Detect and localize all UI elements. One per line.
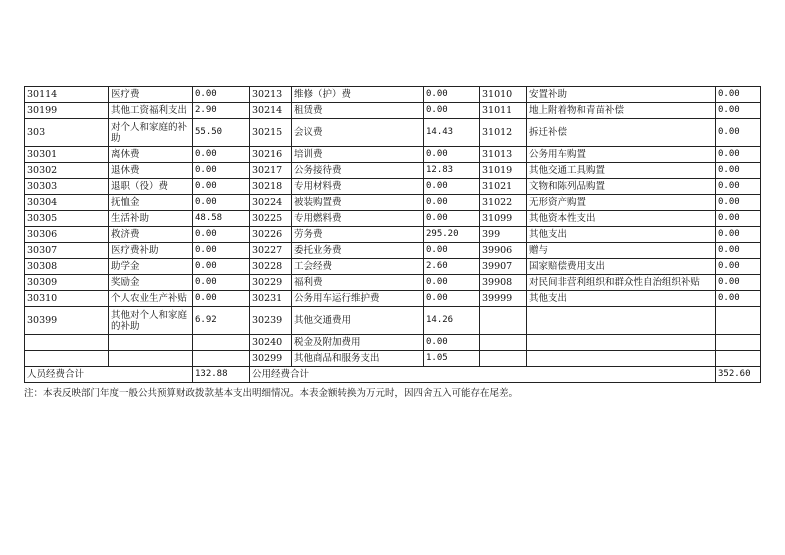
name-cell: 抚恤金 (109, 195, 193, 211)
amount-cell: 0.00 (424, 275, 480, 291)
table-row (25, 87, 761, 103)
amount-cell: 0.00 (424, 243, 480, 259)
name-cell: 委托业务费 (292, 243, 424, 259)
code-cell: 31019 (480, 163, 527, 179)
code-cell: 30215 (250, 119, 292, 147)
code-cell: 30399 (25, 307, 109, 335)
code-cell: 30308 (25, 259, 109, 275)
name-cell: 医疗费 (109, 87, 193, 103)
table-row (25, 259, 761, 275)
amount-cell: 0.00 (193, 147, 250, 163)
name-cell: 助学金 (109, 259, 193, 275)
code-cell (480, 307, 527, 335)
name-cell: 无形资产购置 (527, 195, 716, 211)
code-cell: 30114 (25, 87, 109, 103)
table-row (25, 275, 761, 291)
code-cell: 39999 (480, 291, 527, 307)
amount-cell: 0.00 (193, 87, 250, 103)
name-cell: 其他资本性支出 (527, 211, 716, 227)
amount-cell (716, 351, 761, 367)
name-cell: 劳务费 (292, 227, 424, 243)
amount-cell: 14.43 (424, 119, 480, 147)
code-cell: 30306 (25, 227, 109, 243)
table-row (25, 227, 761, 243)
code-cell: 30227 (250, 243, 292, 259)
name-cell: 培训费 (292, 147, 424, 163)
amount-cell: 0.00 (716, 227, 761, 243)
amount-cell: 0.00 (716, 243, 761, 259)
code-cell: 30231 (250, 291, 292, 307)
code-cell: 30218 (250, 179, 292, 195)
name-cell: 其他支出 (527, 227, 716, 243)
amount-cell: 0.00 (716, 291, 761, 307)
amount-cell: 0.00 (424, 211, 480, 227)
code-cell: 31099 (480, 211, 527, 227)
code-cell: 30225 (250, 211, 292, 227)
name-cell (527, 307, 716, 335)
amount-cell: 0.00 (193, 179, 250, 195)
amount-cell: 14.26 (424, 307, 480, 335)
amount-cell: 0.00 (716, 259, 761, 275)
name-cell: 安置补助 (527, 87, 716, 103)
table-row (25, 335, 761, 351)
amount-cell: 0.00 (716, 275, 761, 291)
table-row (25, 211, 761, 227)
code-cell: 31011 (480, 103, 527, 119)
code-cell: 30217 (250, 163, 292, 179)
code-cell: 39908 (480, 275, 527, 291)
amount-cell: 0.00 (193, 227, 250, 243)
amount-cell: 0.00 (193, 243, 250, 259)
name-cell (527, 335, 716, 351)
name-cell: 个人农业生产补贴 (109, 291, 193, 307)
code-cell: 30229 (250, 275, 292, 291)
amount-cell (193, 335, 250, 351)
name-cell: 其他交通工具购置 (527, 163, 716, 179)
code-cell: 399 (480, 227, 527, 243)
name-cell: 其他商品和服务支出 (292, 351, 424, 367)
amount-cell: 0.00 (716, 87, 761, 103)
name-cell: 对个人和家庭的补助 (109, 119, 193, 147)
code-cell: 30299 (250, 351, 292, 367)
name-cell: 工会经费 (292, 259, 424, 275)
name-cell: 退休费 (109, 163, 193, 179)
name-cell: 会议费 (292, 119, 424, 147)
code-cell: 30305 (25, 211, 109, 227)
amount-cell: 2.60 (424, 259, 480, 275)
amount-cell: 0.00 (716, 147, 761, 163)
name-cell: 维修（护）费 (292, 87, 424, 103)
amount-cell (193, 351, 250, 367)
name-cell: 退职（役）费 (109, 179, 193, 195)
amount-cell: 0.00 (424, 147, 480, 163)
table-row (25, 307, 761, 335)
amount-cell: 0.00 (716, 163, 761, 179)
name-cell: 公务接待费 (292, 163, 424, 179)
name-cell: 其他支出 (527, 291, 716, 307)
name-cell: 医疗费补助 (109, 243, 193, 259)
name-cell: 公务用车运行维护费 (292, 291, 424, 307)
name-cell: 专用材料费 (292, 179, 424, 195)
name-cell: 拆迁补偿 (527, 119, 716, 147)
table-row (25, 195, 761, 211)
name-cell: 被装购置费 (292, 195, 424, 211)
code-cell: 31013 (480, 147, 527, 163)
amount-cell: 0.00 (193, 259, 250, 275)
code-cell: 30302 (25, 163, 109, 179)
amount-cell: 0.00 (424, 179, 480, 195)
table-footnote: 注：本表反映部门年度一般公共预算财政拨款基本支出明细情况。本表金额转换为万元时，因四舍五入可能存在尾差。 (24, 388, 519, 399)
code-cell (25, 335, 109, 351)
amount-cell: 0.00 (193, 195, 250, 211)
amount-cell: 295.20 (424, 227, 480, 243)
public-total-value: 352.60 (716, 367, 761, 383)
amount-cell: 0.00 (424, 291, 480, 307)
amount-cell (716, 335, 761, 351)
amount-cell: 0.00 (716, 119, 761, 147)
code-cell: 30240 (250, 335, 292, 351)
code-cell: 30224 (250, 195, 292, 211)
name-cell: 地上附着物和青苗补偿 (527, 103, 716, 119)
name-cell (527, 351, 716, 367)
code-cell (480, 335, 527, 351)
code-cell: 39907 (480, 259, 527, 275)
code-cell: 303 (25, 119, 109, 147)
name-cell (109, 335, 193, 351)
name-cell: 离休费 (109, 147, 193, 163)
code-cell: 30199 (25, 103, 109, 119)
amount-cell: 0.00 (716, 195, 761, 211)
amount-cell (716, 307, 761, 335)
table-row (25, 179, 761, 195)
code-cell: 30228 (250, 259, 292, 275)
code-cell (480, 351, 527, 367)
code-cell: 30307 (25, 243, 109, 259)
name-cell: 税金及附加费用 (292, 335, 424, 351)
amount-cell: 6.92 (193, 307, 250, 335)
table-body (25, 87, 761, 367)
code-cell: 31012 (480, 119, 527, 147)
name-cell: 救济费 (109, 227, 193, 243)
table-row (25, 291, 761, 307)
amount-cell: 0.00 (716, 179, 761, 195)
amount-cell: 48.58 (193, 211, 250, 227)
code-cell: 30301 (25, 147, 109, 163)
personnel-total-label: 人员经费合计 (25, 367, 193, 383)
name-cell: 对民间非营利组织和群众性自治组织补贴 (527, 275, 716, 291)
table-row (25, 351, 761, 367)
personnel-total-value: 132.88 (193, 367, 250, 383)
table-row (25, 147, 761, 163)
expense-detail-table (24, 86, 761, 383)
amount-cell: 0.00 (193, 291, 250, 307)
amount-cell: 0.00 (716, 103, 761, 119)
code-cell: 30309 (25, 275, 109, 291)
table-row (25, 103, 761, 119)
name-cell: 其他对个人和家庭的补助 (109, 307, 193, 335)
amount-cell: 0.00 (424, 103, 480, 119)
name-cell: 租赁费 (292, 103, 424, 119)
name-cell: 赠与 (527, 243, 716, 259)
table-row (25, 163, 761, 179)
code-cell: 30303 (25, 179, 109, 195)
code-cell: 30213 (250, 87, 292, 103)
code-cell: 30216 (250, 147, 292, 163)
code-cell (25, 351, 109, 367)
code-cell: 30304 (25, 195, 109, 211)
code-cell: 31010 (480, 87, 527, 103)
name-cell: 奖励金 (109, 275, 193, 291)
name-cell: 生活补助 (109, 211, 193, 227)
name-cell (109, 351, 193, 367)
code-cell: 30239 (250, 307, 292, 335)
name-cell: 其他交通费用 (292, 307, 424, 335)
amount-cell: 0.00 (716, 211, 761, 227)
name-cell: 其他工资福利支出 (109, 103, 193, 119)
name-cell: 福利费 (292, 275, 424, 291)
amount-cell: 12.83 (424, 163, 480, 179)
table-row (25, 243, 761, 259)
amount-cell: 2.90 (193, 103, 250, 119)
name-cell: 专用燃料费 (292, 211, 424, 227)
public-total-label: 公用经费合计 (250, 367, 716, 383)
amount-cell: 0.00 (424, 195, 480, 211)
name-cell: 文物和陈列品购置 (527, 179, 716, 195)
code-cell: 31022 (480, 195, 527, 211)
amount-cell: 1.05 (424, 351, 480, 367)
amount-cell: 0.00 (424, 335, 480, 351)
code-cell: 30214 (250, 103, 292, 119)
amount-cell: 0.00 (424, 87, 480, 103)
name-cell: 公务用车购置 (527, 147, 716, 163)
totals-row (25, 367, 761, 383)
name-cell: 国家赔偿费用支出 (527, 259, 716, 275)
code-cell: 30226 (250, 227, 292, 243)
table-row (25, 119, 761, 147)
amount-cell: 55.50 (193, 119, 250, 147)
code-cell: 31021 (480, 179, 527, 195)
code-cell: 39906 (480, 243, 527, 259)
amount-cell: 0.00 (193, 163, 250, 179)
amount-cell: 0.00 (193, 275, 250, 291)
code-cell: 30310 (25, 291, 109, 307)
